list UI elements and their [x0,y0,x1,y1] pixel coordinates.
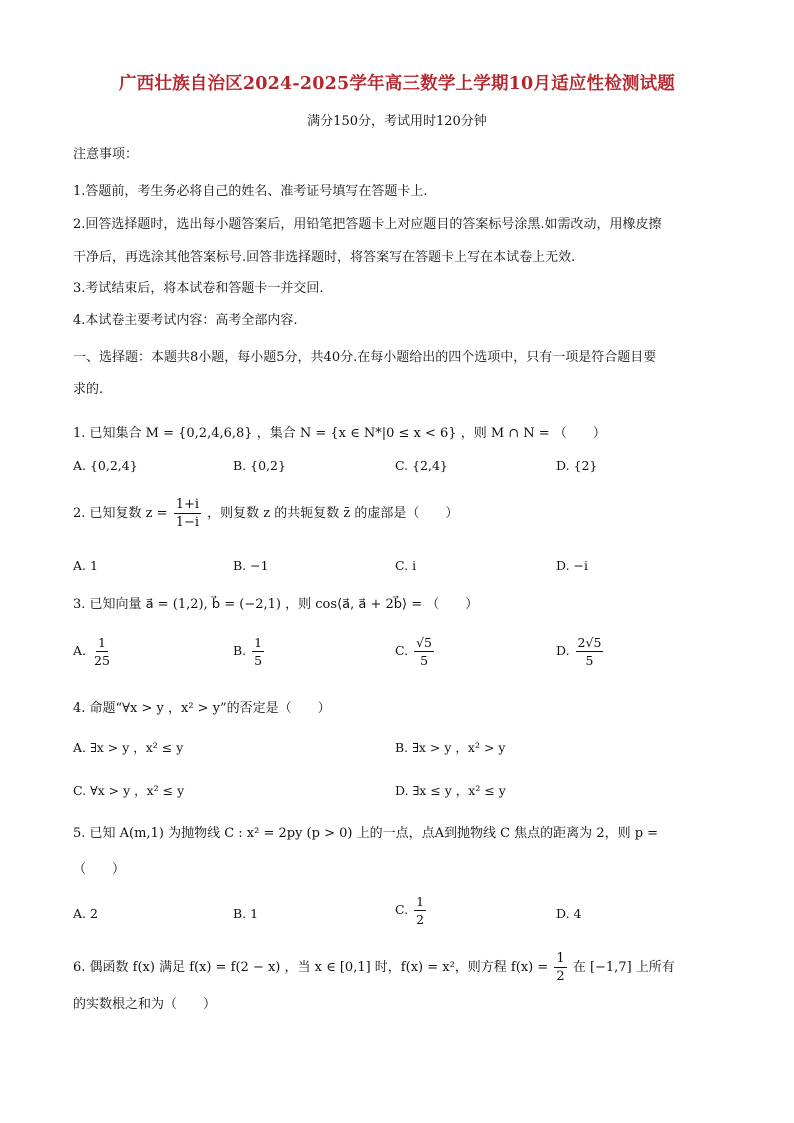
question-6-stem-start: 6. 偶函数 f(x) 满足 f(x) = f(2 − x) ，当 x ∈ [0,1] 时，f(x) = x²，则方程 f(x) = [73,960,549,975]
question-5-option-c [395,893,428,928]
question-6-fraction-numerator: 1 [556,951,565,966]
question-1-option-c: C. {2,4} [395,458,448,473]
fraction-numerator: 1 [254,635,263,650]
notes-heading: 注意事项： [73,147,139,162]
question-3-option-a-fraction [92,634,112,669]
note-item-4: 4.本试卷主要考试内容：高考全部内容. [73,313,298,328]
question-5-option-c-label: C. [395,902,409,917]
question-2-option-c: C. i [395,558,417,573]
question-6-stem-end: 在 [−1,7] 上所有 [572,960,675,975]
question-5-stem: 5. 已知 A(m,1) 为抛物线 C : x² = 2py (p > 0) 上的一点，点A到抛物线 C 焦点的距离为 2，则 p = [73,826,659,841]
question-4-option-c: C. ∀x > y ，x² ≤ y [73,783,185,798]
question-6-stem-continued: 的实数根之和为（ ） [73,997,217,1012]
question-4-option-b: B. ∃x > y ，x² > y [395,740,506,755]
question-4-option-d: D. ∃x ≤ y ，x² ≤ y [395,783,506,798]
note-item-1: 1.答题前，考生务必将自己的姓名、准考证号填写在答题卡上. [73,184,428,199]
fraction-numerator: 1 [97,635,106,650]
question-6-stem [73,950,675,985]
question-3-option-d [556,634,605,669]
question-3-option-b-label: B. [233,643,247,658]
fraction-numerator: √5 [416,635,432,650]
question-3-option-c-fraction [414,634,434,669]
exam-subtitle: 满分150分，考试用时120分钟 [307,114,487,129]
question-5-option-a: A. 2 [73,906,98,921]
question-5-option-b: B. 1 [233,906,259,921]
question-3-option-c-label: C. [395,643,409,658]
fraction-denominator: 2 [416,912,425,927]
question-2-stem-end: ，则复数 z 的共轭复数 z̄ 的虚部是（ ） [207,506,459,521]
question-6-fraction-denominator: 2 [556,969,565,984]
note-item-2: 2.回答选择题时，选出每小题答案后，用铅笔把答题卡上对应题目的答案标号涂黑.如需改动，用橡皮擦 [73,217,662,232]
question-4-option-a: A. ∃x > y ，x² ≤ y [73,740,184,755]
question-2-fraction-numerator: 1+i [175,497,200,512]
question-2-stem [73,496,458,531]
question-2-option-a: A. 1 [73,558,98,573]
section-heading-continued: 求的. [73,382,104,397]
fraction-numerator: 1 [416,894,425,909]
fraction-denominator: 5 [254,653,263,668]
question-5-option-d: D. 4 [556,906,582,921]
question-3-option-a [73,634,114,669]
question-2-option-d: D. −i [556,558,588,573]
section-heading: 一、选择题：本题共8小题，每小题5分，共40分.在每小题给出的四个选项中，只有一项是符合题目要 [73,350,657,365]
fraction-numerator: 2√5 [577,635,602,650]
question-1-stem: 1. 已知集合 M = {0,2,4,6,8} ，集合 N = {x ∈ N*|0 ≤ x < 6} ，则 M ∩ N = （ ） [73,426,606,441]
fraction-denominator: 5 [420,653,429,668]
question-5-option-c-fraction [414,893,426,928]
question-1-option-d: D. {2} [556,458,598,473]
question-3-option-c [395,634,436,669]
question-3-option-a-label: A. [73,643,87,658]
question-5-stem-continued: （ ） [73,862,126,877]
exam-title: 广西壮族自治区2024-2025学年高三数学上学期10月适应性检测试题 [118,74,676,94]
question-6-fraction [554,950,566,985]
question-3-stem: 3. 已知向量 a⃗ = (1,2), b⃗ = (−2,1) ，则 cos⟨a⃗, a⃗ + 2b⃗⟩ = （ ） [73,597,479,612]
fraction-denominator: 5 [585,653,594,668]
question-1-option-b: B. {0,2} [233,458,286,473]
note-item-2-continued: 干净后，再选涂其他答案标号.回答非选择题时，将答案写在答题卡上写在本试卷上无效. [73,250,576,265]
question-3-option-d-fraction [576,634,604,669]
question-4-stem: 4. 命题“∀x > y ，x² > y”的否定是（ ） [73,701,331,716]
question-2-fraction-denominator: 1−i [175,515,200,530]
fraction-denominator: 25 [94,653,110,668]
question-2-fraction [174,496,201,531]
note-item-3: 3.考试结束后，将本试卷和答题卡一并交回. [73,281,324,296]
question-3-option-b [233,634,266,669]
question-2-option-b: B. −1 [233,558,269,573]
question-1-option-a: A. {0,2,4} [73,458,138,473]
question-2-stem-start: 2. 已知复数 z = [73,506,168,521]
question-3-option-d-label: D. [556,643,570,658]
question-3-option-b-fraction [252,634,264,669]
